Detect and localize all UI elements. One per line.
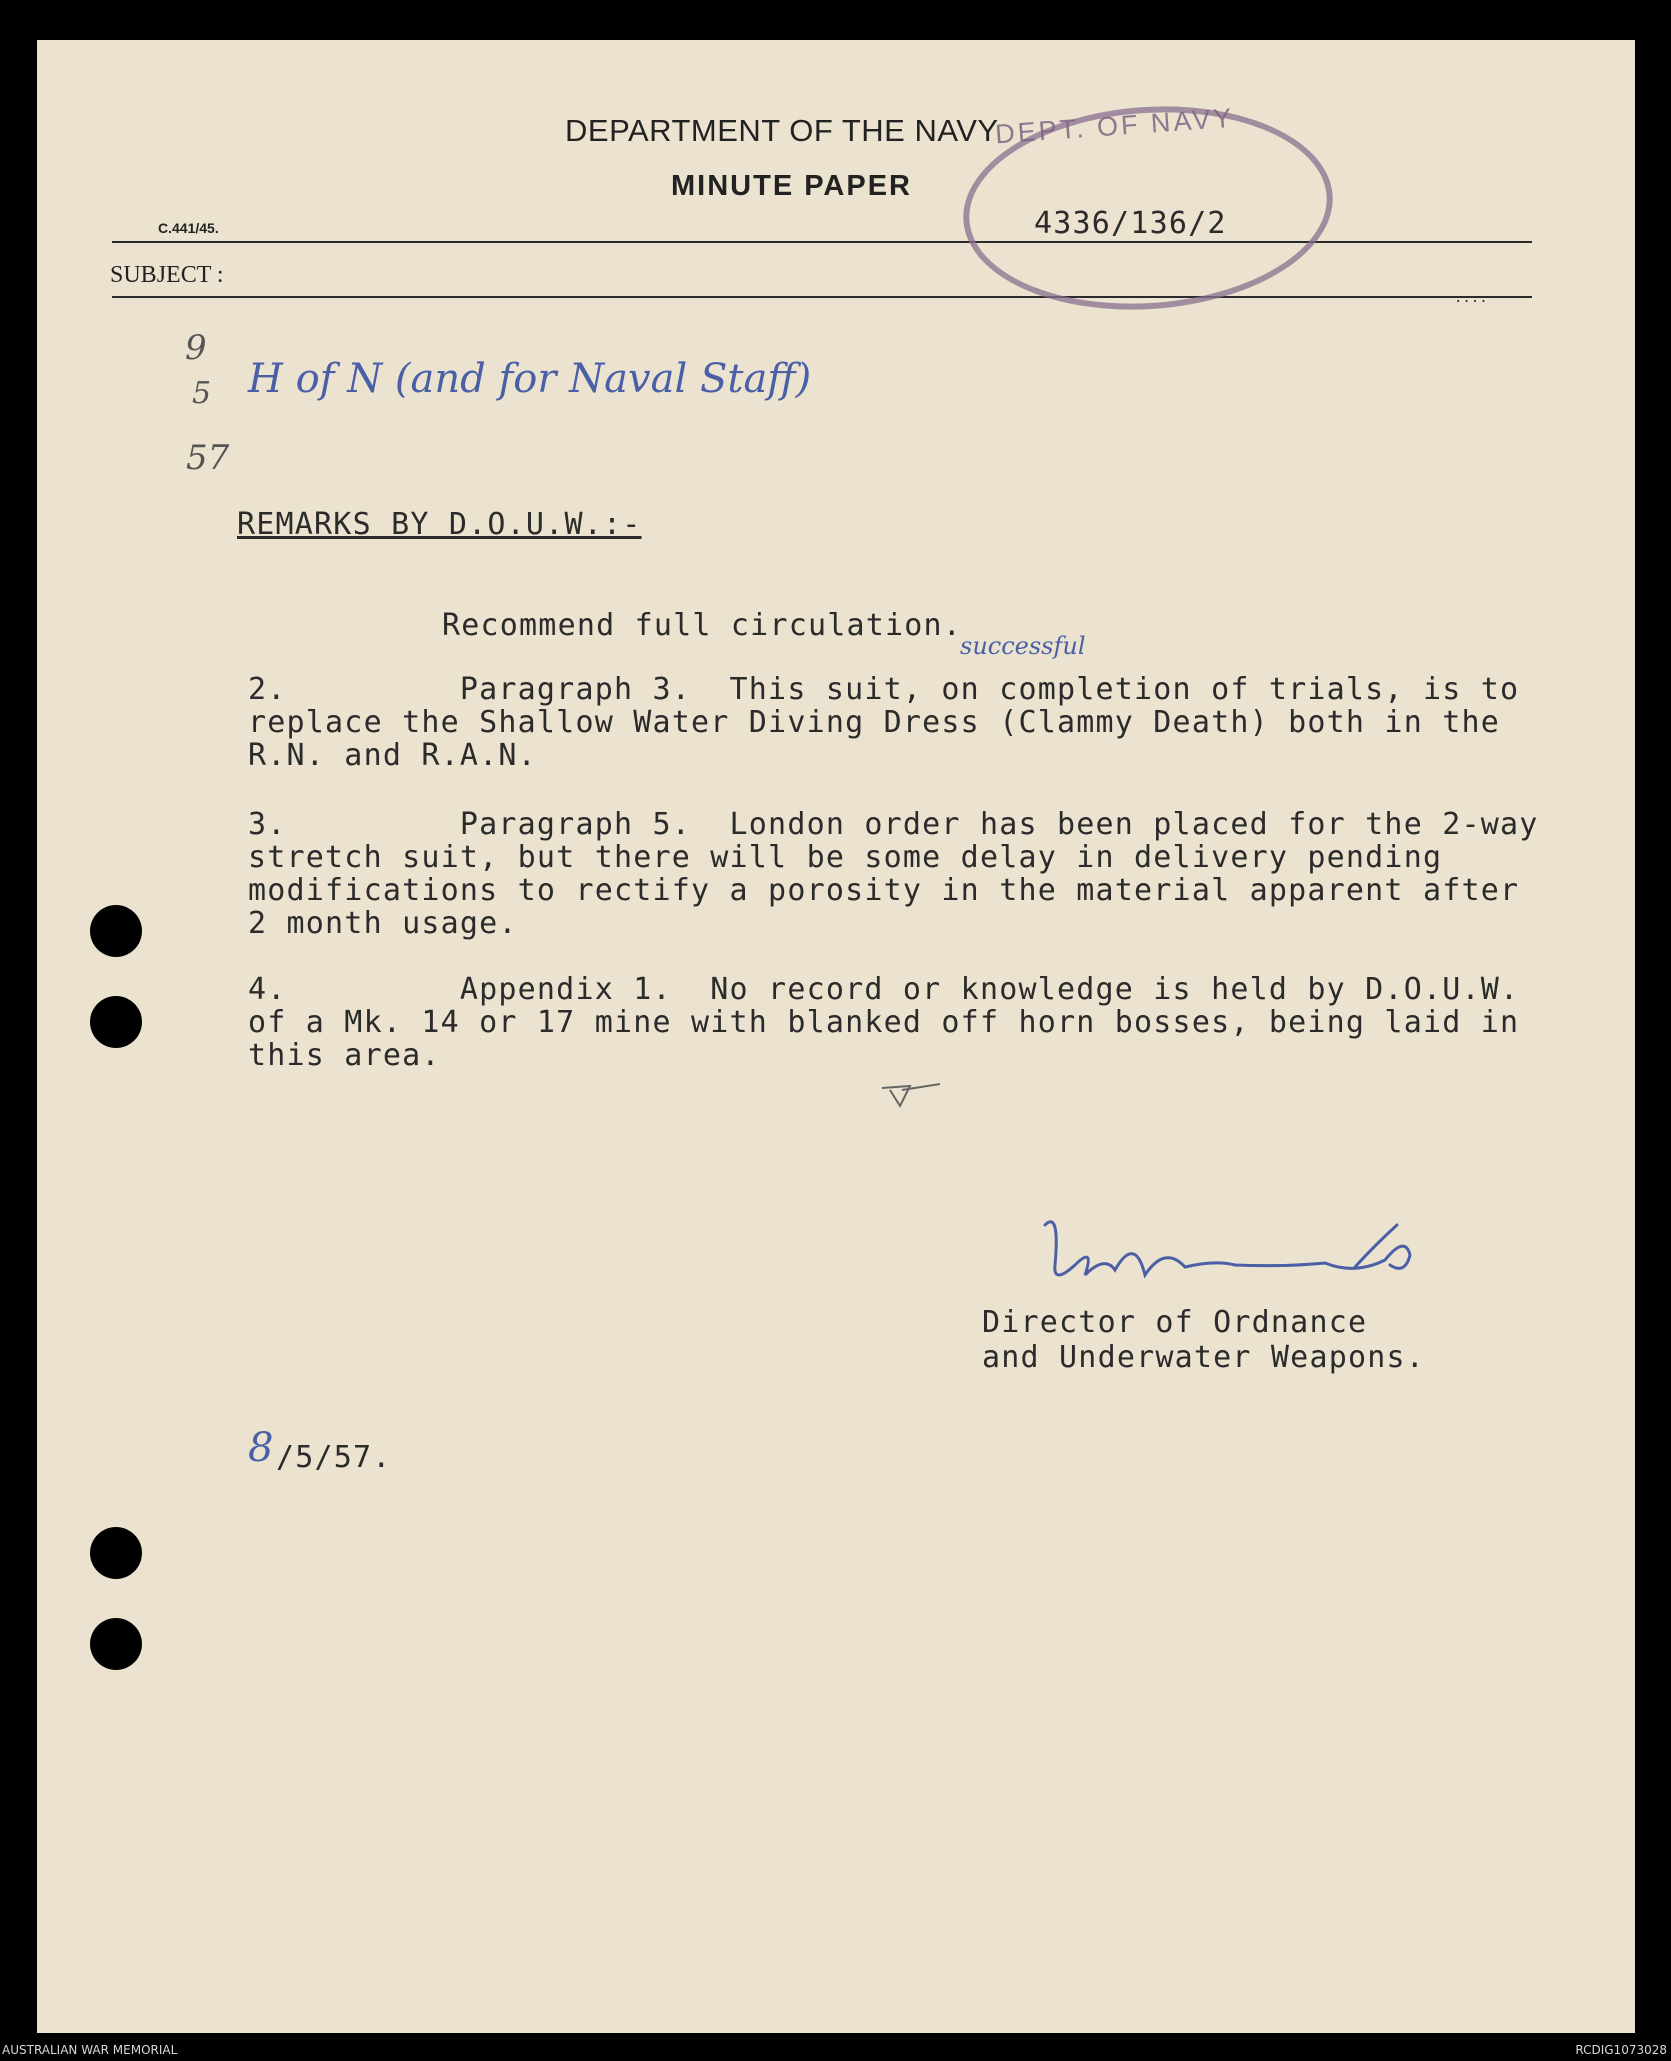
leader-dots: .... bbox=[1454, 290, 1488, 306]
punch-hole bbox=[90, 1527, 142, 1579]
stamp-text: DEPT. OF NAVY bbox=[994, 102, 1236, 150]
handwritten-date-day: 9 bbox=[185, 328, 207, 368]
subject-rule bbox=[112, 296, 1532, 298]
handwritten-date-month: 5 bbox=[192, 376, 212, 411]
paragraph-4-line: of a Mk. 14 or 17 mine with blanked off horn bosses, being laid in bbox=[248, 1005, 1520, 1040]
paragraph-3-line: modifications to rectify a porosity in the material apparent after bbox=[248, 873, 1520, 908]
signature-date: /5/57. bbox=[276, 1440, 392, 1475]
paragraph-4 bbox=[248, 973, 1519, 1072]
punch-hole bbox=[90, 1618, 142, 1670]
paragraph-2 bbox=[248, 673, 1519, 772]
signature-date-day: 8 bbox=[248, 1425, 274, 1471]
department-heading: DEPARTMENT OF THE NAVY bbox=[565, 113, 999, 148]
handwritten-date-year: 57 bbox=[186, 438, 230, 478]
pencil-mark bbox=[880, 1078, 960, 1114]
paragraph-4-line: 4. Appendix 1. No record or knowledge is held by D.O.U.W. bbox=[248, 972, 1520, 1007]
punch-hole bbox=[90, 996, 142, 1048]
paragraph-1: Recommend full circulation. bbox=[442, 608, 963, 643]
form-code: C.441/45. bbox=[158, 220, 219, 236]
paragraph-3-line: 3. Paragraph 5. London order has been placed for the 2-way bbox=[248, 807, 1539, 842]
signatory-title-line-2: and Underwater Weapons. bbox=[982, 1340, 1426, 1375]
handwritten-insert: successful bbox=[960, 632, 1086, 660]
paragraph-3-line: stretch suit, but there will be some delay in delivery pending bbox=[248, 840, 1443, 875]
paragraph-3 bbox=[248, 808, 1539, 940]
punch-hole bbox=[90, 905, 142, 957]
handwritten-signature bbox=[1025, 1205, 1455, 1305]
paragraph-4-line: this area. bbox=[248, 1038, 441, 1073]
paragraph-3-line: 2 month usage. bbox=[248, 906, 518, 941]
file-number: 4336/136/2 bbox=[1034, 206, 1227, 241]
remarks-heading: REMARKS BY D.O.U.W.:- bbox=[237, 507, 642, 542]
signatory-title-line-1: Director of Ordnance bbox=[982, 1305, 1368, 1340]
subject-label: SUBJECT : bbox=[110, 262, 224, 288]
paragraph-2-line: replace the Shallow Water Diving Dress (Clammy Death) both in the bbox=[248, 705, 1500, 740]
footer-archive-label: AUSTRALIAN WAR MEMORIAL bbox=[2, 2043, 178, 2057]
footer-record-id: RCDIG1073028 bbox=[1575, 2043, 1667, 2057]
paragraph-2-line: 2. Paragraph 3. This suit, on completion of trials, is to bbox=[248, 672, 1520, 707]
handwritten-routing: H of N (and for Naval Staff) bbox=[248, 356, 812, 402]
paragraph-2-line: R.N. and R.A.N. bbox=[248, 738, 537, 773]
header-rule-top bbox=[112, 241, 1532, 243]
minute-paper-heading: MINUTE PAPER bbox=[671, 170, 912, 202]
